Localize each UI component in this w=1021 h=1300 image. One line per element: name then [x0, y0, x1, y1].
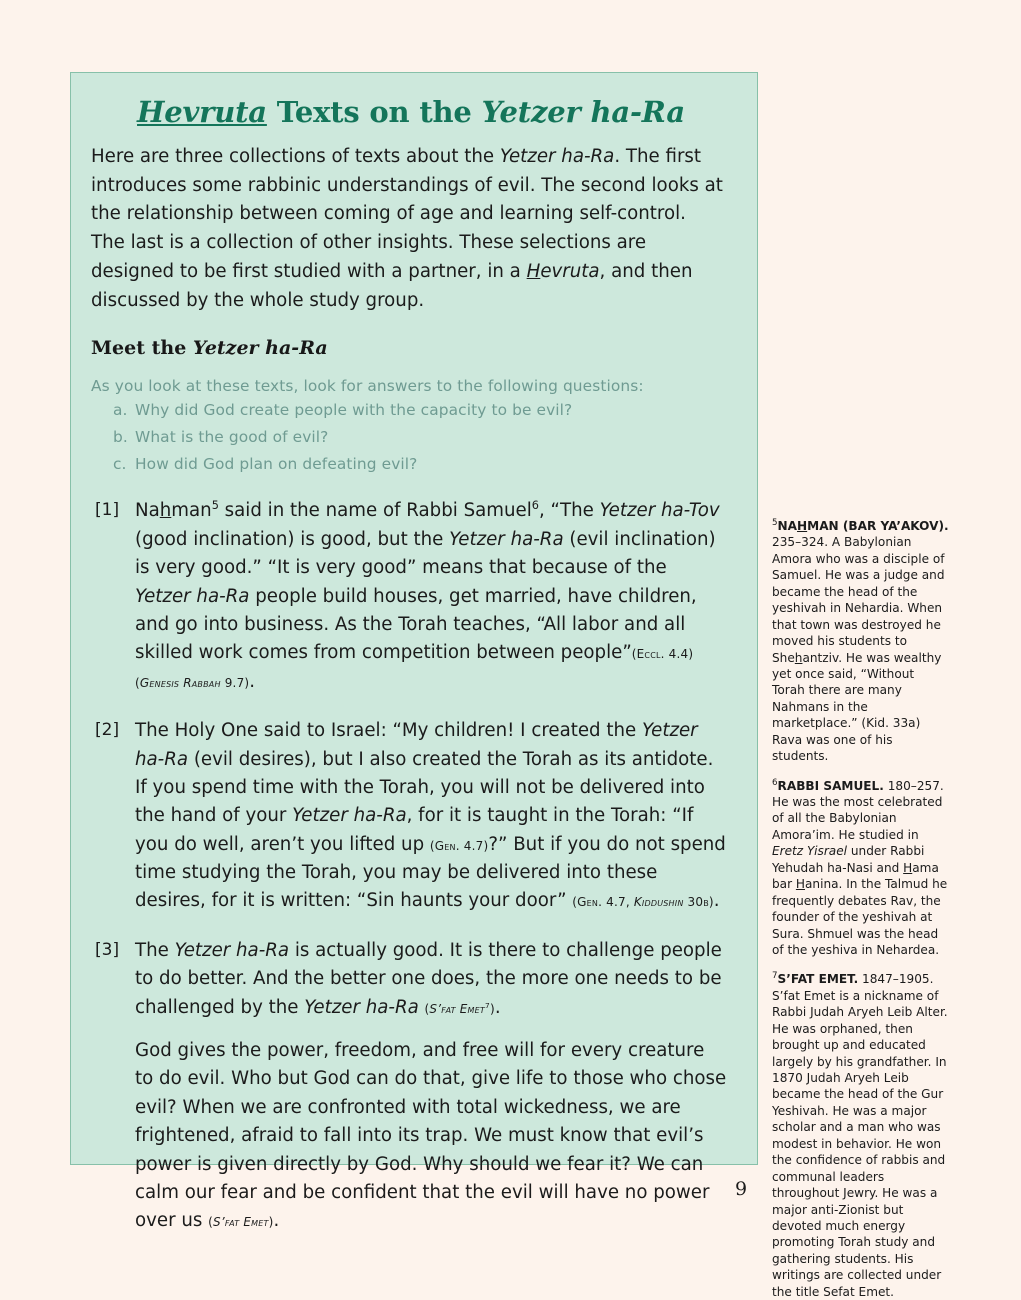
study-text-box: [70, 72, 758, 1232]
footnote-5-head-h: H: [797, 519, 808, 533]
p2-cite2-italic: Kiddushin: [633, 895, 684, 910]
p1-seg-a: Na: [135, 500, 160, 522]
subhead-italic: Yetzer ha-Ra: [192, 337, 328, 360]
p1-seg-f: (evil inclination) is very good.” “It is very good” means that because of the: [135, 528, 716, 579]
p2-cite2-open: (Gen. 4.7,: [572, 895, 634, 910]
footnote-ref-7: 7: [485, 1000, 490, 1010]
p1-seg-g: people build houses, get married, have children, and go into business. As the Torah teaches, “All labor and all skilled work comes from competition between people”: [135, 585, 697, 664]
p1-italic-3: Yetzer ha-Ra: [135, 585, 250, 607]
list-marker: b.: [113, 428, 128, 447]
passage-1: [93, 497, 727, 696]
list-marker: a.: [113, 401, 128, 420]
p1-cite2-open: (: [135, 675, 140, 690]
footnote-6-italic: Eretz Yisrael: [772, 844, 848, 859]
intro-seg-b: . The first introduces some rabbinic understandings of evil. The second looks at the relationship between coming of age and learning self-control. The last is a collection of other insights. These selections are designed to be first studied with a partner, in a: [91, 145, 723, 282]
p2-seg-d: ?” But if you do not spend time studying the Torah, you may be delivered into these desires, for it is written: “Sin haunts your door”: [135, 833, 726, 912]
p3-cite1-italic: S’fat Emet: [429, 1001, 486, 1016]
section-heading-meet-the-yetzer-hara: [91, 337, 731, 359]
title-middle: Texts on the: [266, 95, 482, 129]
footnote-6-hanina-h: H: [795, 877, 806, 892]
p3-seg-a: The: [135, 939, 175, 961]
list-item-text: Why did God create people with the capacity to be evil?: [135, 401, 573, 420]
footnote-7-marker: 7: [772, 971, 778, 982]
footnote-5: [772, 518, 950, 765]
p2-citation-2: [572, 895, 713, 909]
intro-italic-yetzer: Yetzer ha-Ra: [499, 145, 615, 167]
page-number: 9: [735, 1178, 748, 1200]
footnote-6-body-a: 180–257. He was the most celebrated of all the Babylonian Amora’im. He studied in: [772, 778, 944, 842]
p1-cite2-italic: Genesis Rabbah: [139, 675, 221, 690]
p1-seg-d: , “The: [538, 500, 600, 522]
p1-seg-h: .: [249, 670, 256, 692]
list-item-text: What is the good of evil?: [135, 428, 329, 447]
p2-italic-2: Yetzer ha-Ra: [292, 805, 407, 827]
footnote-5-body-h: h: [794, 650, 803, 665]
passage-2-text: [135, 717, 727, 916]
p3-cite1-open: (: [424, 1001, 430, 1016]
passage-1-text: [135, 497, 727, 696]
passage-3-text-2: [135, 1037, 727, 1236]
p3-seg-b: is actually good. It is there to challenge people to do better. And the better one does, the more one needs to be challenged by the: [135, 939, 722, 1018]
questions-lead-in: As you look at these texts, look for answers to the following questions:: [91, 377, 644, 396]
p1-seg-c: said in the name of Rabbi Samuel: [218, 500, 532, 522]
p3-cite2-close: ): [268, 1215, 274, 1230]
p1-cite1-text: (Eccl. 4.4): [631, 647, 694, 662]
footnote-6-hama-h: H: [903, 860, 913, 875]
list-item: [91, 428, 731, 446]
title-yetzer-hara: Yetzer ha-Ra: [481, 95, 685, 129]
footnote-5-head-rest: MAN (BAR YA’AKOV).: [807, 519, 949, 533]
footnote-6-body-d: anina. In the Talmud he frequently debates Rav, the founder of the yeshivah at Sura. Shmuel was the head of the yeshiva in Nehardea.: [772, 877, 948, 957]
passage-number: [2]: [95, 720, 120, 741]
p3-cite1-close: ): [489, 1001, 495, 1016]
p1-seg-b: man: [171, 500, 212, 522]
list-item-text: How did God plan on defeating evil?: [135, 455, 418, 474]
footnote-7-body: 1847–1905. S’fat Emet is a nickname of Rabbi Judah Aryeh Leib Alter. He was orphaned, then brought up and educated largely by his grandfather. In 1870 Judah Aryeh Leib became the head of the Gur Yeshivah. He was a major scholar and a man who was modest in behavior. He won the confidence of rabbis and communal leaders throughout Jewry. He was a major anti-Zionist but devoted much energy promoting Torah study and gathering students. His writings are collected under the title Sefat Emet.: [772, 972, 948, 1299]
footnote-5-marker: 5: [772, 517, 778, 528]
p1-italic-1: Yetzer ha-Tov: [599, 500, 720, 522]
footnote-7: [772, 971, 950, 1300]
intro-hevruta-h: H: [526, 260, 541, 282]
footnote-6-head: RABBI SAMUEL.: [777, 778, 884, 793]
list-marker: c.: [113, 455, 127, 474]
p3-italic-2: Yetzer ha-Ra: [304, 996, 419, 1018]
sidebar-footnotes: [772, 518, 950, 1300]
p2-seg-a: The Holy One said to Israel: “My children! I created the: [135, 720, 643, 742]
p1-seg-e: (good inclination) is good, but the: [135, 528, 450, 550]
intro-paragraph: [91, 143, 725, 316]
p2-citation-1: (Gen. 4.7): [429, 838, 489, 853]
intro-hevruta-rest: evruta: [540, 260, 600, 282]
footnote-5-head-a: NA: [777, 519, 798, 533]
p3b-seg-a: God gives the power, freedom, and free will for every creature to do evil. Who but God can do that, give life to those who chose evil? When we are confronted with total wickedness, we are frightened, afraid to fall into its trap. We must know that evil’s power is given directly by God. Why should we fear it? We can calm our fear and be confident that the evil will have no power over us: [135, 1040, 727, 1232]
p3-italic-1: Yetzer ha-Ra: [174, 939, 290, 961]
footnote-5-body-a: 235–324. A Babylonian Amora who was a disciple of Samuel. He was a judge and became the head of the yeshivah in Nehardia. When that town was destroyed he moved his students to She: [772, 535, 945, 665]
passage-3-text: [135, 937, 727, 1022]
footnote-5-body-b: antziv. He was wealthy yet once said, “Without Torah there are many Nahmans in the marketplace.” (Kid. 33a) Rava was one of his students.: [772, 650, 942, 764]
page-title: [91, 97, 731, 129]
intro-seg-c: , and then discussed by the whole study group.: [91, 260, 693, 311]
list-item: [91, 401, 731, 419]
passage-2: [93, 717, 727, 916]
p2-seg-e: .: [713, 890, 720, 912]
p1-italic-2: Yetzer ha-Ra: [449, 528, 564, 550]
footnote-7-head: S’FAT EMET.: [777, 972, 859, 987]
intro-seg-a: Here are three collections of texts about the: [91, 145, 500, 167]
footnote-ref-5: 5: [211, 499, 219, 513]
p3-citation-2: [208, 1215, 273, 1229]
questions-list: [91, 401, 731, 473]
passage-number: [1]: [95, 500, 120, 521]
p2-seg-c: , for it is taught in the Torah: “If you do well, aren’t you lifted up: [135, 805, 694, 855]
p2-cite2-close: 30b): [683, 895, 714, 910]
footnote-6: [772, 778, 950, 959]
p3b-seg-b: .: [273, 1210, 280, 1232]
footnote-6-body-c: ama bar: [772, 860, 939, 892]
p2-seg-b: (evil desires), but I also created the Torah as its antidote. If you spend time with the Torah, you will not be delivered into the hand of your: [135, 748, 714, 827]
p1-nahman-h: h: [159, 500, 172, 522]
p3-cite2-italic: S’fat Emet: [213, 1215, 269, 1230]
p2-italic-1: Yetzer ha-Ra: [135, 720, 698, 770]
p3-seg-d: .: [494, 996, 501, 1018]
p1-cite2-close: 9.7): [220, 675, 250, 690]
title-hevruta: Hevruta: [137, 95, 267, 129]
passage-number: [3]: [95, 939, 120, 960]
footnote-6-body-b: under Rabbi Yehudah ha-Nasi and: [772, 844, 925, 875]
list-item: [91, 455, 731, 473]
p3-cite2-open: (: [208, 1215, 214, 1230]
passage-3: [93, 937, 727, 1236]
footnote-6-marker: 6: [772, 777, 778, 788]
footnote-ref-6: 6: [531, 499, 539, 513]
p3-citation-1: [425, 1002, 495, 1016]
subhead-plain: Meet the: [91, 337, 193, 360]
